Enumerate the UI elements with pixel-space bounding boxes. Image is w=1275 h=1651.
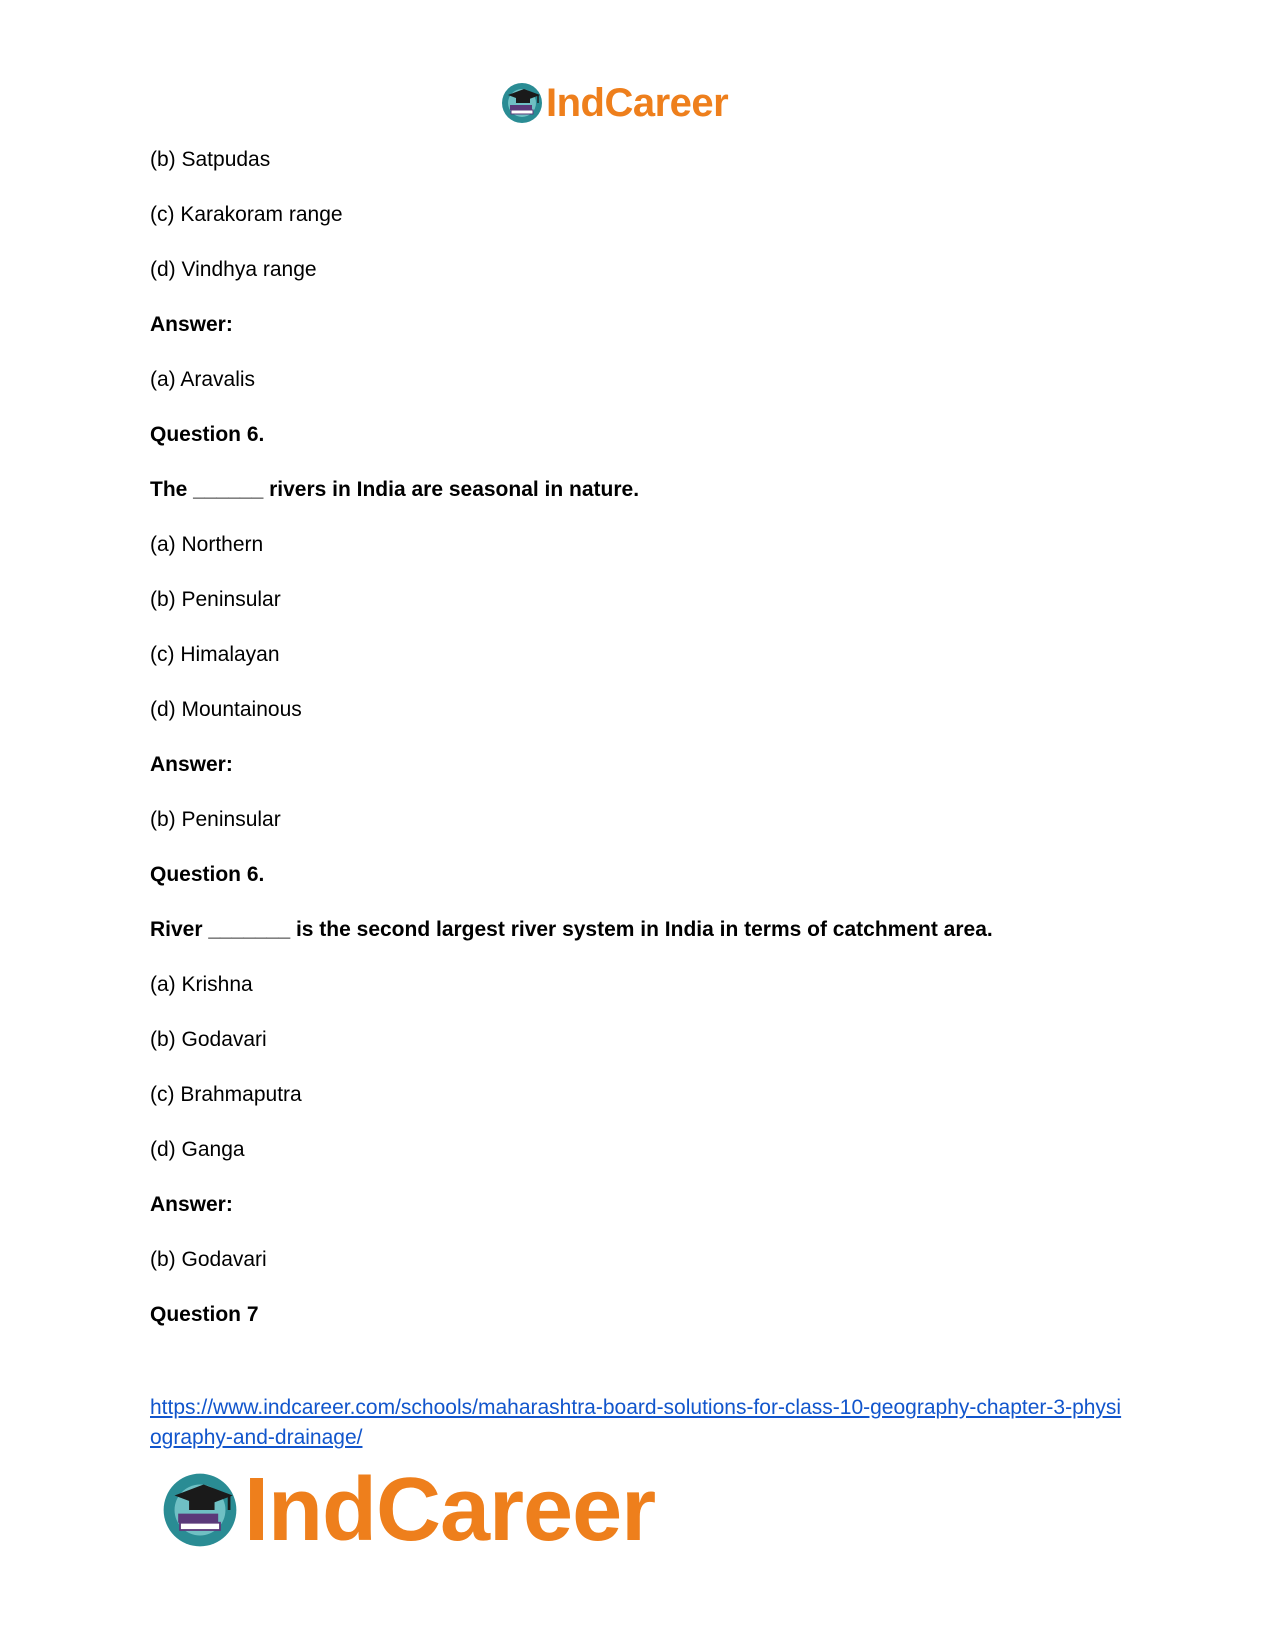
bold-text-line: Question 6. — [150, 863, 265, 886]
text-line: (b) Peninsular — [150, 588, 281, 611]
graduation-cap-books-icon — [500, 81, 544, 125]
text-line: (d) Vindhya range — [150, 258, 317, 281]
header-logo — [500, 78, 728, 128]
text-line: (a) Aravalis — [150, 368, 256, 391]
text-line: (b) Satpudas — [150, 148, 271, 171]
document-body — [150, 145, 1150, 1355]
bold-text-line: Question 6. — [150, 423, 265, 446]
text-line: (b) Peninsular — [150, 808, 281, 831]
bold-text-line: Answer: — [150, 313, 233, 336]
text-line: (c) Brahmaputra — [150, 1083, 302, 1106]
bold-text-line: The ______ rivers in India are seasonal in nature. — [150, 478, 640, 501]
text-line: (d) Mountainous — [150, 698, 302, 721]
graduation-cap-books-icon — [160, 1470, 240, 1550]
brand-name-footer: IndCareer — [244, 1460, 656, 1560]
text-line: (b) Godavari — [150, 1028, 267, 1051]
text-line: (c) Himalayan — [150, 643, 280, 666]
text-line: (c) Karakoram range — [150, 203, 343, 226]
text-line: (d) Ganga — [150, 1138, 245, 1161]
bold-text-line: Answer: — [150, 1193, 233, 1216]
brand-name: IndCareer — [546, 81, 729, 125]
text-line: (b) Godavari — [150, 1248, 267, 1271]
bold-text-line: River _______ is the second largest river system in India in terms of catchment area. — [150, 918, 993, 941]
text-line: (a) Krishna — [150, 973, 253, 996]
text-line: (a) Northern — [150, 533, 264, 556]
source-link[interactable]: https://www.indcareer.com/schools/maharashtra-board-solutions-for-class-10-geography-chapter-3-physiography-and-drainage/ — [150, 1396, 1122, 1449]
bold-text-line: Answer: — [150, 753, 233, 776]
footer-logo — [160, 1460, 656, 1560]
bold-text-line: Question 7 — [150, 1303, 259, 1326]
